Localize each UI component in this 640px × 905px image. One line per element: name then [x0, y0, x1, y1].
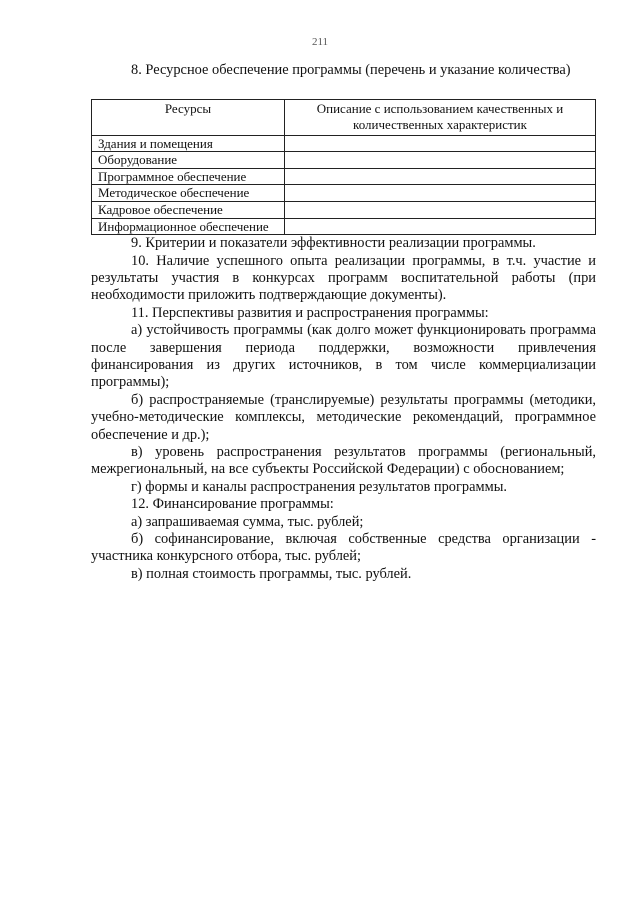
section-8-text: Ресурсное обеспечение программы (перечень и указание количества)	[145, 62, 571, 78]
paragraph-9: 9. Критерии и показатели эффективности реализации программы.	[131, 235, 536, 252]
table-cell-resource: Здания и помещения	[92, 135, 285, 152]
table-row	[92, 168, 596, 185]
paragraph-11: 11. Перспективы развития и распространения программы:	[131, 304, 489, 321]
table-row	[92, 152, 596, 169]
table-cell-description	[285, 201, 596, 218]
paragraph-11-b: б) распространяемые (транслируемые) результаты программы (методики, учебно-методические комплексы, методические рекомендаций, программное обеспечение и др.);	[91, 391, 596, 443]
page-number: 211	[311, 36, 329, 48]
table-row	[92, 185, 596, 202]
table-cell-resource: Информационное обеспечение	[92, 218, 285, 235]
table-cell-description	[285, 168, 596, 185]
table-row	[92, 135, 596, 152]
table-cell-resource: Методическое обеспечение	[92, 185, 285, 202]
table-cell-resource: Оборудование	[92, 152, 285, 169]
paragraph-10: 10. Наличие успешного опыта реализации программы, в т.ч. участие и результаты участия в конкурсах программ воспитательной работы (при необходимости приложить подтверждающие документы).	[91, 252, 596, 304]
section-8-heading	[91, 62, 596, 79]
resources-table	[91, 99, 596, 235]
document-body	[91, 62, 596, 583]
paragraph-11-c: в) уровень распространения результатов программы (региональный, межрегиональный, на все субъекты Российской Федерации) с обоснованием;	[91, 444, 596, 478]
paragraph-11-a: а) устойчивость программы (как долго может функционировать программа после завершения периода поддержки, возможности привлечения финансирования из других источников, в том числе коммерциализации программы);	[91, 322, 596, 391]
table-row	[92, 201, 596, 218]
paragraph-11-d: г) формы и каналы распространения результатов программы.	[131, 478, 507, 495]
table-cell-description	[285, 185, 596, 202]
paragraph-12-a: а) запрашиваемая сумма, тыс. рублей;	[131, 513, 364, 530]
table-header-row	[92, 100, 596, 135]
paragraph-12-b: б) софинансирование, включая собственные средства организации - участника конкурсного отбора, тыс. рублей;	[91, 531, 596, 565]
paragraph-12-c: в) полная стоимость программы, тыс. рублей.	[131, 565, 412, 582]
table-cell-description	[285, 152, 596, 169]
table-cell-resource: Программное обеспечение	[92, 168, 285, 185]
table-cell-description	[285, 218, 596, 235]
table-cell-resource: Кадровое обеспечение	[92, 201, 285, 218]
table-row	[92, 218, 596, 235]
table-header-resources: Ресурсы	[92, 100, 285, 135]
paragraph-12: 12. Финансирование программы:	[131, 496, 334, 513]
table-header-description: Описание с использованием качественных и количественных характеристик	[285, 100, 596, 135]
section-8-number: 8.	[131, 62, 142, 78]
table-cell-description	[285, 135, 596, 152]
